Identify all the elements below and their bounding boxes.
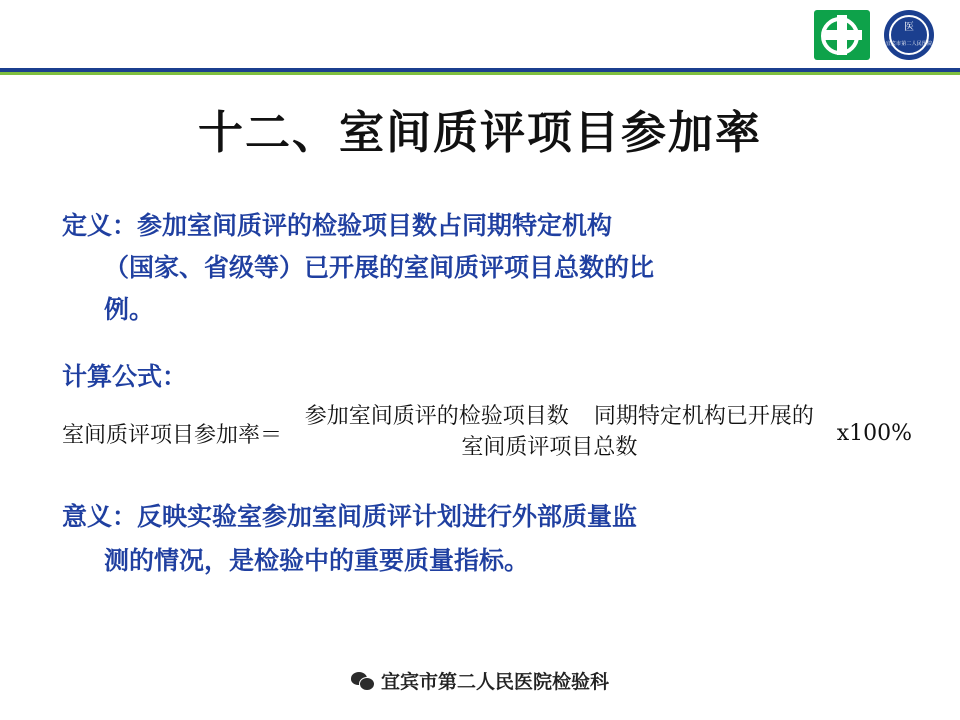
footer-text: 宜宾市第二人民医院检验科 bbox=[380, 671, 609, 693]
hospital-seal-logo bbox=[884, 10, 934, 60]
logo-blue-subtext: 宜宾市第二人民医院 bbox=[885, 41, 933, 47]
formula-multiplier: x100% bbox=[836, 420, 912, 446]
wechat-icon bbox=[351, 672, 373, 690]
formula-label: 计算公式： bbox=[62, 362, 188, 391]
footer bbox=[0, 667, 960, 694]
definition-block bbox=[62, 205, 912, 331]
slide-body bbox=[62, 205, 912, 583]
meaning-line-1: 意义：反映实验室参加室间质评计划进行外部质量监 bbox=[62, 502, 638, 531]
formula-numerator: 参加室间质评的检验项目数 bbox=[304, 404, 569, 429]
definition-line-1: 定义：参加室间质评的检验项目数占同期特定机构 bbox=[62, 211, 613, 240]
logo-area bbox=[814, 10, 934, 60]
green-cross-logo bbox=[814, 10, 870, 60]
header-rule-light bbox=[0, 72, 960, 75]
page-title: 十二、室间质评项目参加率 bbox=[197, 106, 762, 159]
logo-blue-glyph: 医 bbox=[904, 22, 914, 33]
logo-blue-ring bbox=[889, 15, 929, 55]
definition-line-2: （国家、省级等）已开展的室间质评项目总数的比 bbox=[104, 253, 655, 282]
formula-left-hand-side: 室间质评项目参加率＝ bbox=[62, 422, 283, 448]
definition-line-3: 例。 bbox=[104, 295, 155, 324]
meaning-line-2: 测的情况，是检验中的重要质量指标。 bbox=[104, 546, 530, 575]
formula-row bbox=[62, 399, 912, 461]
formula-denominator: 同期特定机构已开展的室间质评项目总数 bbox=[461, 404, 814, 460]
logo-green-cross-horizontal bbox=[822, 30, 862, 40]
formula-fraction bbox=[288, 399, 821, 461]
meaning-block bbox=[62, 495, 912, 583]
